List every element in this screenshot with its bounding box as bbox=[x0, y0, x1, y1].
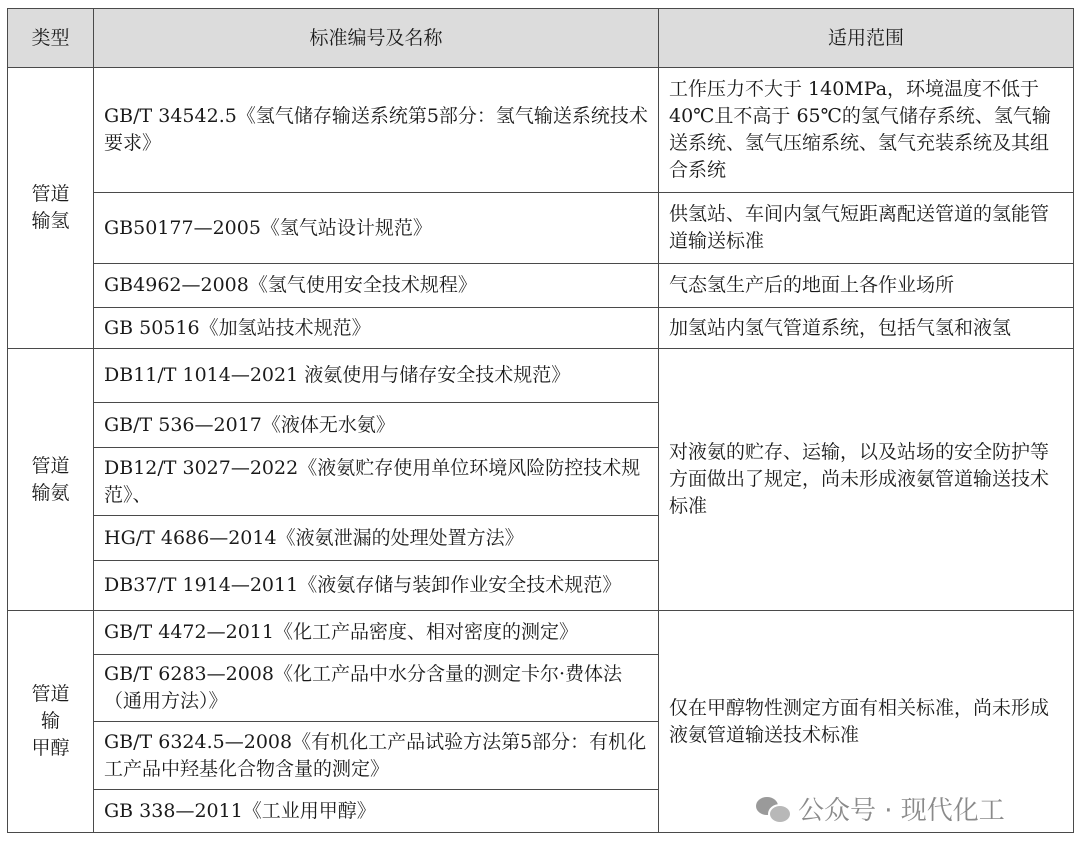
standard-cell: GB/T 6283—2008《化工产品中水分含量的测定卡尔·费体法（通用方法）》 bbox=[94, 655, 659, 722]
standard-cell: DB11/T 1014—2021 液氨使用与储存安全技术规范》 bbox=[94, 349, 659, 403]
table-row bbox=[8, 611, 1074, 655]
table-row bbox=[8, 264, 1074, 308]
standard-cell: GB50177—2005《氢气站设计规范》 bbox=[94, 193, 659, 264]
standard-cell: GB 50516《加氢站技术规范》 bbox=[94, 308, 659, 349]
standard-cell: GB 338—2011《工业用甲醇》 bbox=[94, 790, 659, 833]
standard-cell: DB37/T 1914—2011《液氨存储与装卸作业安全技术规范》 bbox=[94, 561, 659, 611]
type-label: 管道 输 甲醇 bbox=[31, 683, 70, 759]
type-cell-ammonia bbox=[8, 349, 94, 611]
header-scope: 适用范围 bbox=[659, 9, 1074, 68]
scope-cell-ammonia: 对液氨的贮存、运输，以及站场的安全防护等方面做出了规定，尚未形成液氨管道输送技术标准 bbox=[659, 349, 1074, 611]
header-row bbox=[8, 9, 1074, 68]
type-label: 管道 输氨 bbox=[31, 454, 70, 504]
standards-table bbox=[7, 8, 1074, 833]
scope-cell: 气态氢生产后的地面上各作业场所 bbox=[659, 264, 1074, 308]
standard-cell: GB/T 536—2017《液体无水氨》 bbox=[94, 403, 659, 448]
header-type: 类型 bbox=[8, 9, 94, 68]
standard-cell: HG/T 4686—2014《液氨泄漏的处理处置方法》 bbox=[94, 516, 659, 561]
type-label: 管道 输氢 bbox=[31, 183, 70, 232]
header-standard: 标准编号及名称 bbox=[94, 9, 659, 68]
standard-cell: GB/T 4472—2011《化工产品密度、相对密度的测定》 bbox=[94, 611, 659, 655]
scope-cell: 供氢站、车间内氢气短距离配送管道的氢能管道输送标准 bbox=[659, 193, 1074, 264]
scope-cell: 加氢站内氢气管道系统，包括气氢和液氢 bbox=[659, 308, 1074, 349]
standard-cell: GB/T 34542.5《氢气储存输送系统第5部分：氢气输送系统技术要求》 bbox=[94, 68, 659, 193]
standard-cell: GB/T 6324.5—2008《有机化工产品试验方法第5部分：有机化工产品中羟基化合物含量的测定》 bbox=[94, 722, 659, 790]
standard-cell: GB4962—2008《氢气使用安全技术规程》 bbox=[94, 264, 659, 308]
watermark bbox=[756, 790, 1005, 827]
standard-cell: DB12/T 3027—2022《液氨贮存使用单位环境风险防控技术规范》、 bbox=[94, 448, 659, 516]
table-row bbox=[8, 349, 1074, 403]
type-cell-methanol bbox=[8, 611, 94, 833]
table-row bbox=[8, 68, 1074, 193]
watermark-text: 公众号 · 现代化工 bbox=[798, 796, 1005, 826]
table-row bbox=[8, 193, 1074, 264]
type-cell-hydrogen bbox=[8, 68, 94, 349]
scope-cell: 工作压力不大于 140MPa，环境温度不低于 40℃且不高于 65℃的氢气储存系统、氢气输送系统、氢气压缩系统、氢气充装系统及其组合系统 bbox=[659, 68, 1074, 193]
scope-cell-methanol: 仅在甲醇物性测定方面有相关标准，尚未形成液氨管道输送技术标准 bbox=[659, 611, 1074, 833]
wechat-icon bbox=[756, 795, 790, 823]
table-row bbox=[8, 308, 1074, 349]
